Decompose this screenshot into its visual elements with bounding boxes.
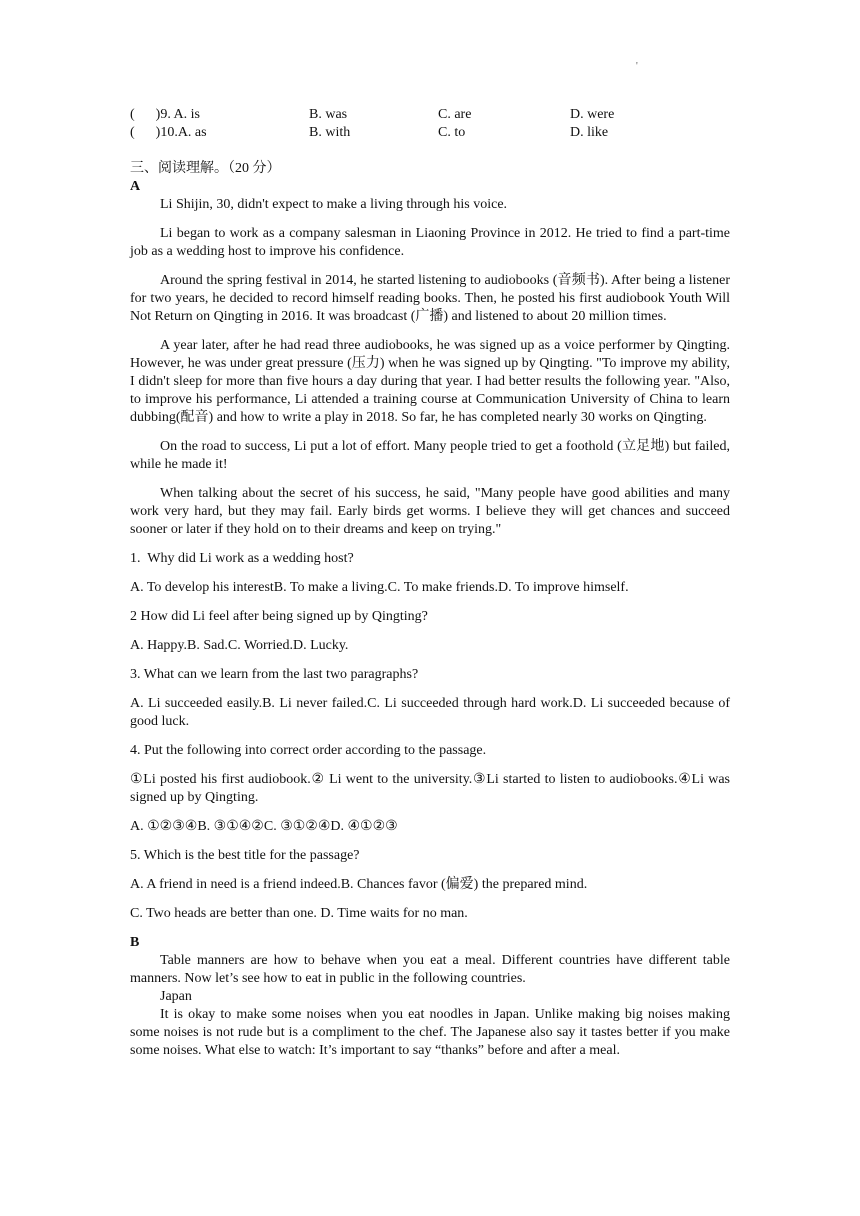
page-mark: ': [636, 61, 638, 72]
question-10-option-b: B. with: [309, 125, 351, 140]
reading-section: [130, 160, 730, 1060]
question-10-option-d: D. like: [570, 125, 609, 140]
option-row-9: [130, 106, 730, 124]
passage-a-paragraph: Around the spring festival in 2014, he started listening to audiobooks (音频书). After being a listener for two years, he decided to record himself reading books. Then, he posted his first audiobook Youth Will Not Return on Qingting in 2016. It was broadcast (广播) and listened to about 20 million times.: [130, 273, 730, 324]
passage-b-subheading: Japan: [160, 989, 192, 1004]
passage-a-paragraph: When talking about the secret of his success, he said, "Many people have good abilities and many work very hard, but they may fail. Early birds get worms. I believe they will get chances and succeed sooner or later if they hold on to their dreams and keep on trying.": [130, 486, 730, 537]
question-4-statements: ①Li posted his first audiobook.② Li went to the university.③Li started to listen to audiobooks.④Li was signed up by Qingting.: [130, 772, 730, 805]
passage-a-heading: A: [130, 179, 141, 194]
question-3: 3. What can we learn from the last two paragraphs?: [130, 667, 419, 682]
passage-b-heading: B: [130, 935, 140, 950]
question-9-option-b: B. was: [309, 107, 348, 122]
question-10-option-a: ( )10.A. as: [130, 125, 207, 140]
question-9-option-a: ( )9. A. is: [130, 107, 200, 122]
passage-b-intro: Table manners are how to behave when you eat a meal. Different countries have different table manners. Now let’s see how to eat in public in the following countries.: [130, 953, 730, 986]
question-4-options: A. ①②③④B. ③①④②C. ③①②④D. ④①②③: [130, 819, 398, 834]
question-9-option-c: C. are: [438, 107, 472, 122]
option-row-10: [130, 124, 730, 142]
question-2-options: A. Happy.B. Sad.C. Worried.D. Lucky.: [130, 638, 349, 653]
question-3-options: A. Li succeeded easily.B. Li never failed.C. Li succeeded through hard work.D. Li succeeded because of good luck.: [130, 696, 730, 729]
question-1: 1. Why did Li work as a wedding host?: [130, 551, 354, 566]
passage-a-paragraph: Li began to work as a company salesman in Liaoning Province in 2012. He tried to find a part-time job as a wedding host to improve his confidence.: [130, 226, 730, 259]
question-1-options: A. To develop his interestB. To make a living.C. To make friends.D. To improve himself.: [130, 580, 629, 595]
passage-a-paragraph: A year later, after he had read three audiobooks, he was signed up as a voice performer by Qingting. However, he was under great pressure (压力) when he was signed up by Qingting. "To improve my ability, I didn't sleep for more than five hours a day during that year. I had better results the following year. "Also, to improve his performance, Li attended a training course at Communication University of China to learn dubbing(配音) and how to write a play in 2018. So far, he has completed nearly 30 works on Qingting.: [130, 338, 730, 425]
question-10-option-c: C. to: [438, 125, 466, 140]
passage-a-paragraph: On the road to success, Li put a lot of effort. Many people tried to get a foothold (立足地) but failed, while he made it!: [130, 439, 730, 472]
question-4: 4. Put the following into correct order according to the passage.: [130, 743, 487, 758]
question-5-options: A. A friend in need is a friend indeed.B. Chances favor (偏爱) the prepared mind.: [130, 877, 588, 892]
question-5-options: C. Two heads are better than one. D. Time waits for no man.: [130, 906, 468, 921]
question-2: 2 How did Li feel after being signed up by Qingting?: [130, 609, 428, 624]
passage-a-paragraph: Li Shijin, 30, didn't expect to make a living through his voice.: [160, 197, 508, 212]
passage-b-paragraph: It is okay to make some noises when you eat noodles in Japan. Unlike making big noises making some noises is not rude but is a compliment to the chef. The Japanese also say it tastes better if you make some noises. What else to watch: It’s important to say “thanks” before and after a meal.: [130, 1007, 730, 1058]
section-title: 三、阅读理解。（20 分）: [130, 161, 281, 176]
question-5: 5. Which is the best title for the passage?: [130, 848, 360, 863]
question-9-option-d: D. were: [570, 107, 615, 122]
